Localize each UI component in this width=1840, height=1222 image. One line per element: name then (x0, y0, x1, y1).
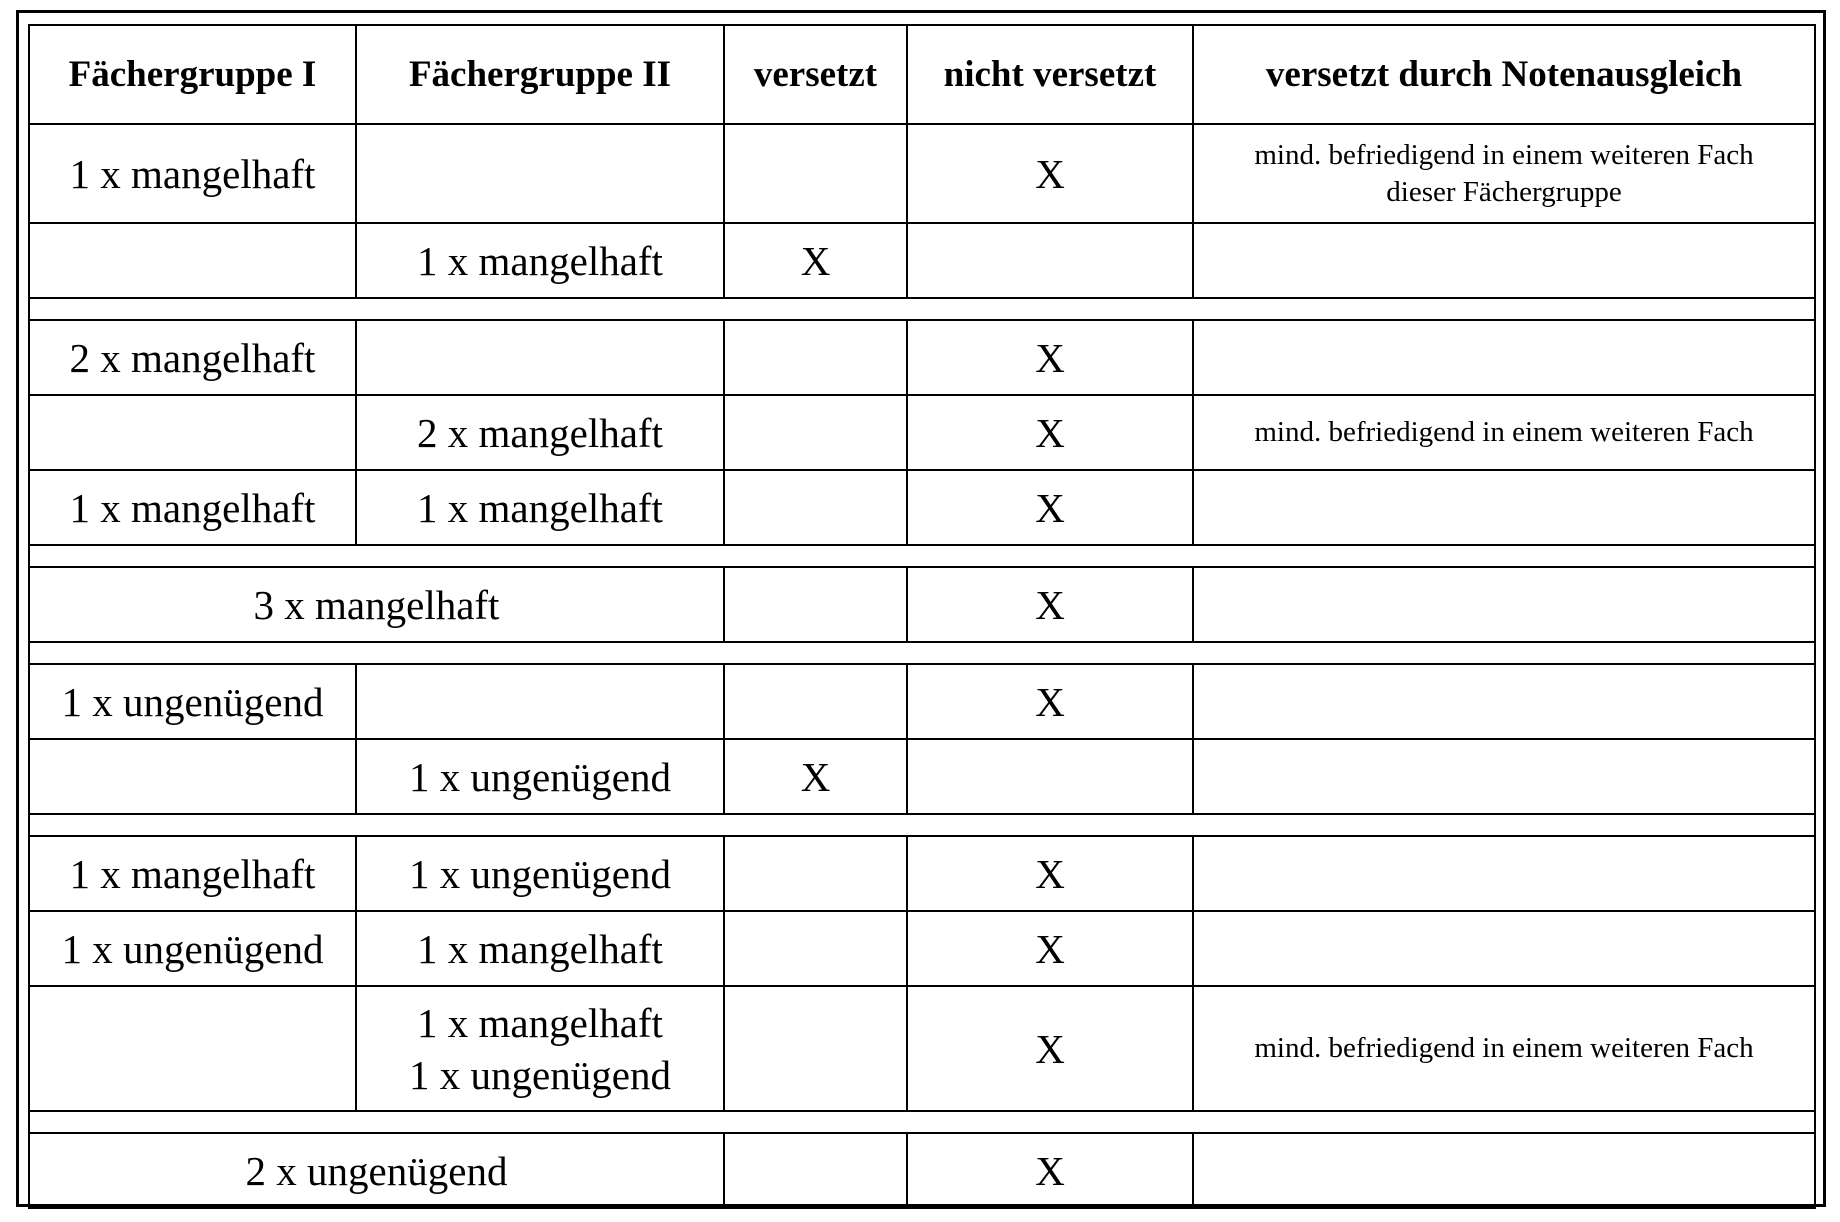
cell-group1 (29, 223, 356, 298)
section-separator (29, 642, 1815, 664)
cell-promoted (724, 567, 907, 642)
cell-group1 (29, 395, 356, 470)
cell-group2: 1 x ungenügend (356, 836, 724, 911)
cell-group1: 1 x mangelhaft (29, 124, 356, 223)
cell-not-promoted: X (907, 836, 1193, 911)
section-separator (29, 814, 1815, 836)
table-row (29, 395, 1815, 470)
cell-group2 (356, 124, 724, 223)
cell-compensation (1193, 664, 1815, 739)
cell-not-promoted: X (907, 124, 1193, 223)
header-promoted: versetzt (724, 25, 907, 124)
cell-group1: 1 x ungenügend (29, 911, 356, 986)
compensation-line: dieser Fächergruppe (1386, 175, 1622, 208)
cell-group2 (356, 986, 724, 1111)
cell-promoted (724, 470, 907, 545)
cell-promoted (724, 986, 907, 1111)
cell-compensation: mind. befriedigend in einem weiteren Fach (1193, 395, 1815, 470)
table-row (29, 1133, 1815, 1208)
cell-compensation: mind. befriedigend in einem weiteren Fach (1193, 986, 1815, 1111)
cell-promoted (724, 911, 907, 986)
section-separator (29, 545, 1815, 567)
header-group2: Fächergruppe II (356, 25, 724, 124)
cell-not-promoted: X (907, 1133, 1193, 1208)
table-row (29, 986, 1815, 1111)
table-row (29, 836, 1815, 911)
table-row (29, 320, 1815, 395)
cell-promoted (724, 1133, 907, 1208)
cell-compensation (1193, 223, 1815, 298)
cell-compensation (1193, 1133, 1815, 1208)
cell-not-promoted: X (907, 911, 1193, 986)
table-row (29, 739, 1815, 814)
cell-promoted (724, 836, 907, 911)
table-row (29, 567, 1815, 642)
cell-promoted (724, 124, 907, 223)
table-row (29, 124, 1815, 223)
cell-promoted (724, 320, 907, 395)
header-promoted-compensation: versetzt durch Notenausgleich (1193, 25, 1815, 124)
section-separator (29, 1111, 1815, 1133)
cell-compensation (1193, 124, 1815, 223)
cell-combined-groups: 3 x mangelhaft (29, 567, 724, 642)
cell-combined-groups: 2 x ungenügend (29, 1133, 724, 1208)
cell-group1: 1 x mangelhaft (29, 470, 356, 545)
cell-group2 (356, 664, 724, 739)
cell-compensation (1193, 911, 1815, 986)
cell-group1: 1 x mangelhaft (29, 836, 356, 911)
cell-group2: 1 x ungenügend (356, 739, 724, 814)
section-separator (29, 298, 1815, 320)
table-row (29, 664, 1815, 739)
cell-group2 (356, 320, 724, 395)
cell-not-promoted: X (907, 567, 1193, 642)
cell-compensation (1193, 470, 1815, 545)
cell-not-promoted: X (907, 470, 1193, 545)
cell-not-promoted: X (907, 986, 1193, 1111)
cell-group1: 2 x mangelhaft (29, 320, 356, 395)
cell-compensation (1193, 836, 1815, 911)
cell-group1 (29, 986, 356, 1111)
cell-compensation (1193, 739, 1815, 814)
group2-line: 1 x ungenügend (409, 1051, 671, 1098)
cell-group2: 1 x mangelhaft (356, 470, 724, 545)
cell-group2: 1 x mangelhaft (356, 223, 724, 298)
compensation-line: mind. befriedigend in einem weiteren Fach (1254, 138, 1754, 171)
header-row (29, 25, 1815, 124)
cell-promoted: X (724, 739, 907, 814)
cell-promoted (724, 395, 907, 470)
cell-promoted (724, 664, 907, 739)
cell-not-promoted (907, 739, 1193, 814)
cell-not-promoted (907, 223, 1193, 298)
group2-line: 1 x mangelhaft (417, 999, 663, 1046)
header-not-promoted: nicht versetzt (907, 25, 1193, 124)
cell-group2: 1 x mangelhaft (356, 911, 724, 986)
cell-promoted: X (724, 223, 907, 298)
cell-not-promoted: X (907, 664, 1193, 739)
cell-not-promoted: X (907, 320, 1193, 395)
cell-group1 (29, 739, 356, 814)
table-row (29, 470, 1815, 545)
promotion-rules-table (28, 24, 1816, 1209)
cell-not-promoted: X (907, 395, 1193, 470)
cell-group1: 1 x ungenügend (29, 664, 356, 739)
table-row (29, 911, 1815, 986)
header-group1: Fächergruppe I (29, 25, 356, 124)
cell-group2: 2 x mangelhaft (356, 395, 724, 470)
table-row (29, 223, 1815, 298)
cell-compensation (1193, 320, 1815, 395)
cell-compensation (1193, 567, 1815, 642)
